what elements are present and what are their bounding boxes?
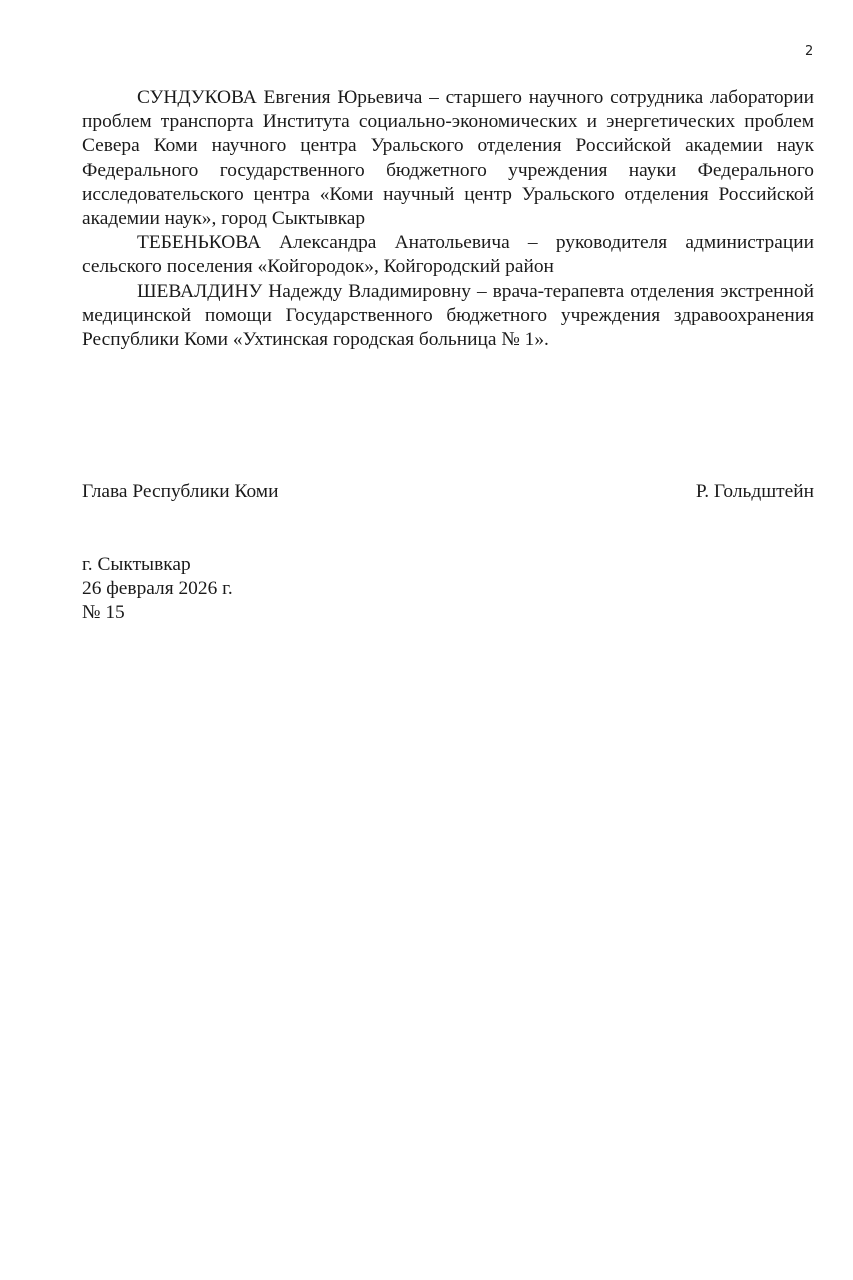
page-number: 2 [805,44,814,59]
paragraph-shevaldina: ШЕВАЛДИНУ Надежду Владимировну – врача-терапевта отделения экстренной медицинской помощи Государственного бюджетного учреждения здравоохранения Республики Коми «Ухтинская городская больница № 1». [82,280,814,351]
document-date: 26 февраля 2026 г. [82,578,233,600]
signatory-name: Р. Гольдштейн [695,481,814,502]
document-footer [82,553,233,626]
signatory-position: Глава Республики Коми [82,481,279,502]
document-body [82,86,814,352]
document-city: г. Сыктывкар [82,554,191,575]
paragraph-tebenkov: ТЕБЕНЬКОВА Александра Анатольевича – руководителя администрации сельского поселения «Койгородок», Койгородский район [82,232,814,278]
document-number: № 15 [82,602,125,624]
signature-block [82,480,814,504]
paragraph-sundukov: СУНДУКОВА Евгения Юрьевича – старшего научного сотрудника лаборатории проблем транспорта Института социально-экономических и энергетических проблем Севера Коми научного центра Уральского отделения Российской академии наук Федерального государственного бюджетного учреждения науки Федерального исследовательского центра «Коми научный центр Уральского отделения Российской академии наук», город Сыктывкар [82,87,814,230]
